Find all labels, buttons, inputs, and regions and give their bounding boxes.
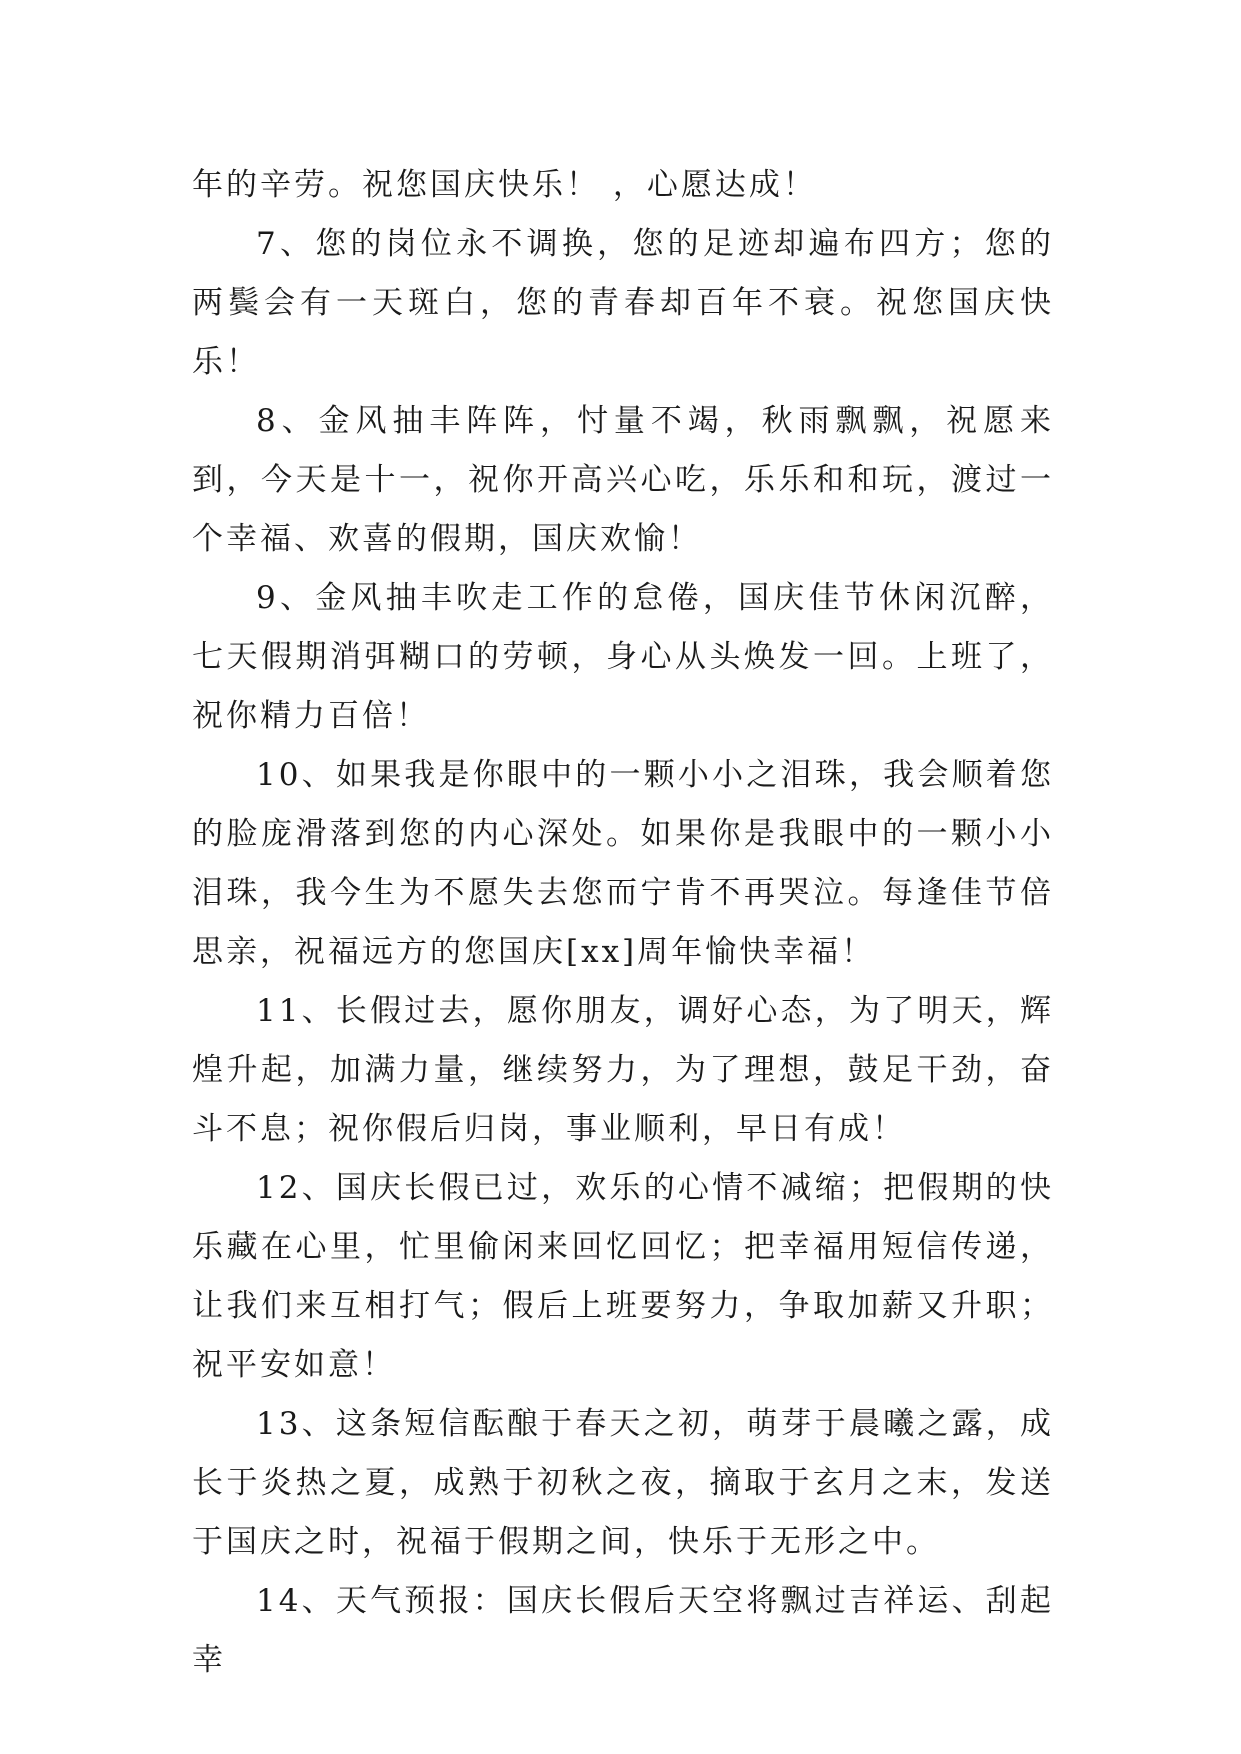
paragraph-8: 13、这条短信酝酿于春天之初，萌芽于晨曦之露，成长于炎热之夏，成熟于初秋之夜，摘取于玄月之末，发送于国庆之时，祝福于假期之间，快乐于无形之中。 [192, 1406, 1054, 1560]
paragraph-6: 11、长假过去，愿你朋友，调好心态，为了明天，辉煌升起，加满力量，继续努力，为了理想，鼓足干劲，奋斗不息；祝你假后归岗，事业顺利，早日有成！ [192, 993, 1054, 1147]
paragraph-1: 年的辛劳。祝您国庆快乐！ ，心愿达成！ [192, 167, 817, 203]
document-body [192, 156, 1054, 1690]
paragraph-4: 9、金风抽丰吹走工作的怠倦，国庆佳节休闲沉醉，七天假期消弭糊口的劳顿，身心从头焕发一回。上班了，祝你精力百倍！ [192, 580, 1054, 734]
paragraph-2: 7、您的岗位永不调换，您的足迹却遍布四方；您的两鬓会有一天斑白，您的青春却百年不衰。祝您国庆快乐！ [192, 226, 1054, 380]
paragraph-7: 12、国庆长假已过，欢乐的心情不减缩；把假期的快乐藏在心里，忙里偷闲来回忆回忆；把幸福用短信传递，让我们来互相打气；假后上班要努力，争取加薪又升职；祝平安如意！ [192, 1170, 1054, 1383]
paragraph-3: 8、金风抽丰阵阵，忖量不竭，秋雨飘飘，祝愿来到，今天是十一，祝你开高兴心吃，乐乐和和玩，渡过一个幸福、欢喜的假期，国庆欢愉！ [192, 403, 1054, 557]
paragraph-9: 14、天气预报：国庆长假后天空将飘过吉祥运、刮起幸 [192, 1583, 1054, 1678]
paragraph-5: 10、如果我是你眼中的一颗小小之泪珠，我会顺着您的脸庞滑落到您的内心深处。如果你是我眼中的一颗小小泪珠，我今生为不愿失去您而宁肯不再哭泣。每逢佳节倍思亲，祝福远方的您国庆[xx]周年愉快幸福！ [192, 757, 1054, 970]
